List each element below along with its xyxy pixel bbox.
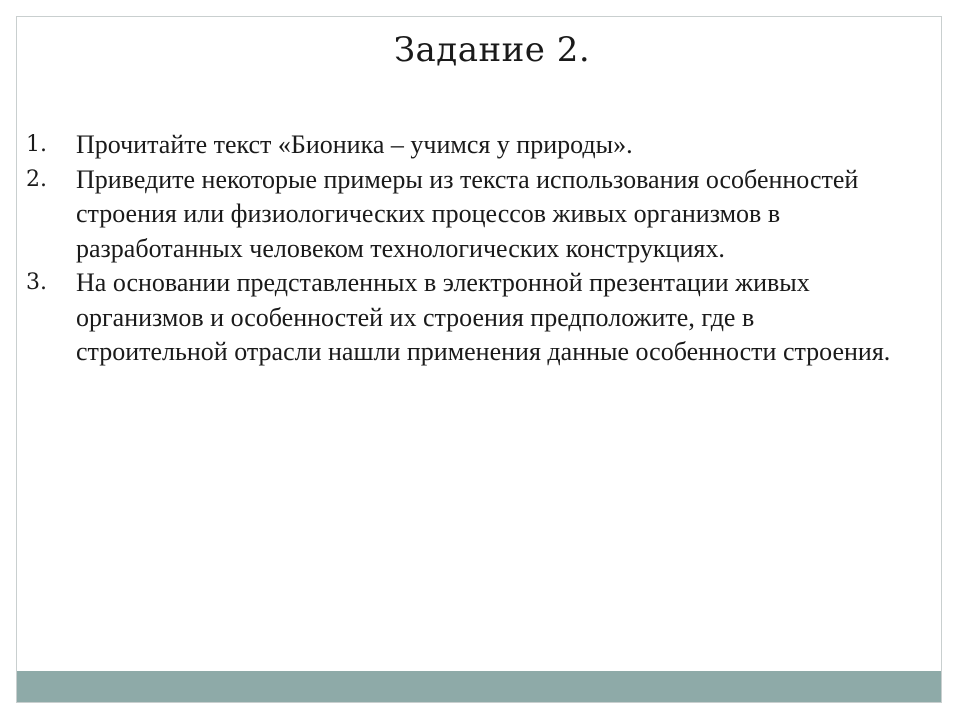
list-item-text: Приведите некоторые примеры из текста использования особенностей строения или физиологических процессов живых организмов в разработанных человеком технологических конструкциях.: [76, 164, 859, 263]
footer-bar: [17, 671, 941, 702]
list-item-number: 1.: [26, 132, 47, 157]
list-item: [26, 128, 906, 163]
list-item: [26, 163, 906, 267]
list-item: [26, 266, 906, 370]
list-item-number: 3.: [26, 270, 47, 295]
list-item-text: На основании представленных в электронной презентации живых организмов и особенностей их строения предположите, где в строительной отрасли нашли применения данные особенности строения.: [76, 268, 891, 366]
list-item-number: 2.: [26, 166, 47, 192]
list-item-text: Прочитайте текст «Бионика – учимся у природы».: [76, 130, 633, 159]
task-list: [26, 128, 906, 370]
slide-title: Задание 2.: [393, 30, 591, 70]
